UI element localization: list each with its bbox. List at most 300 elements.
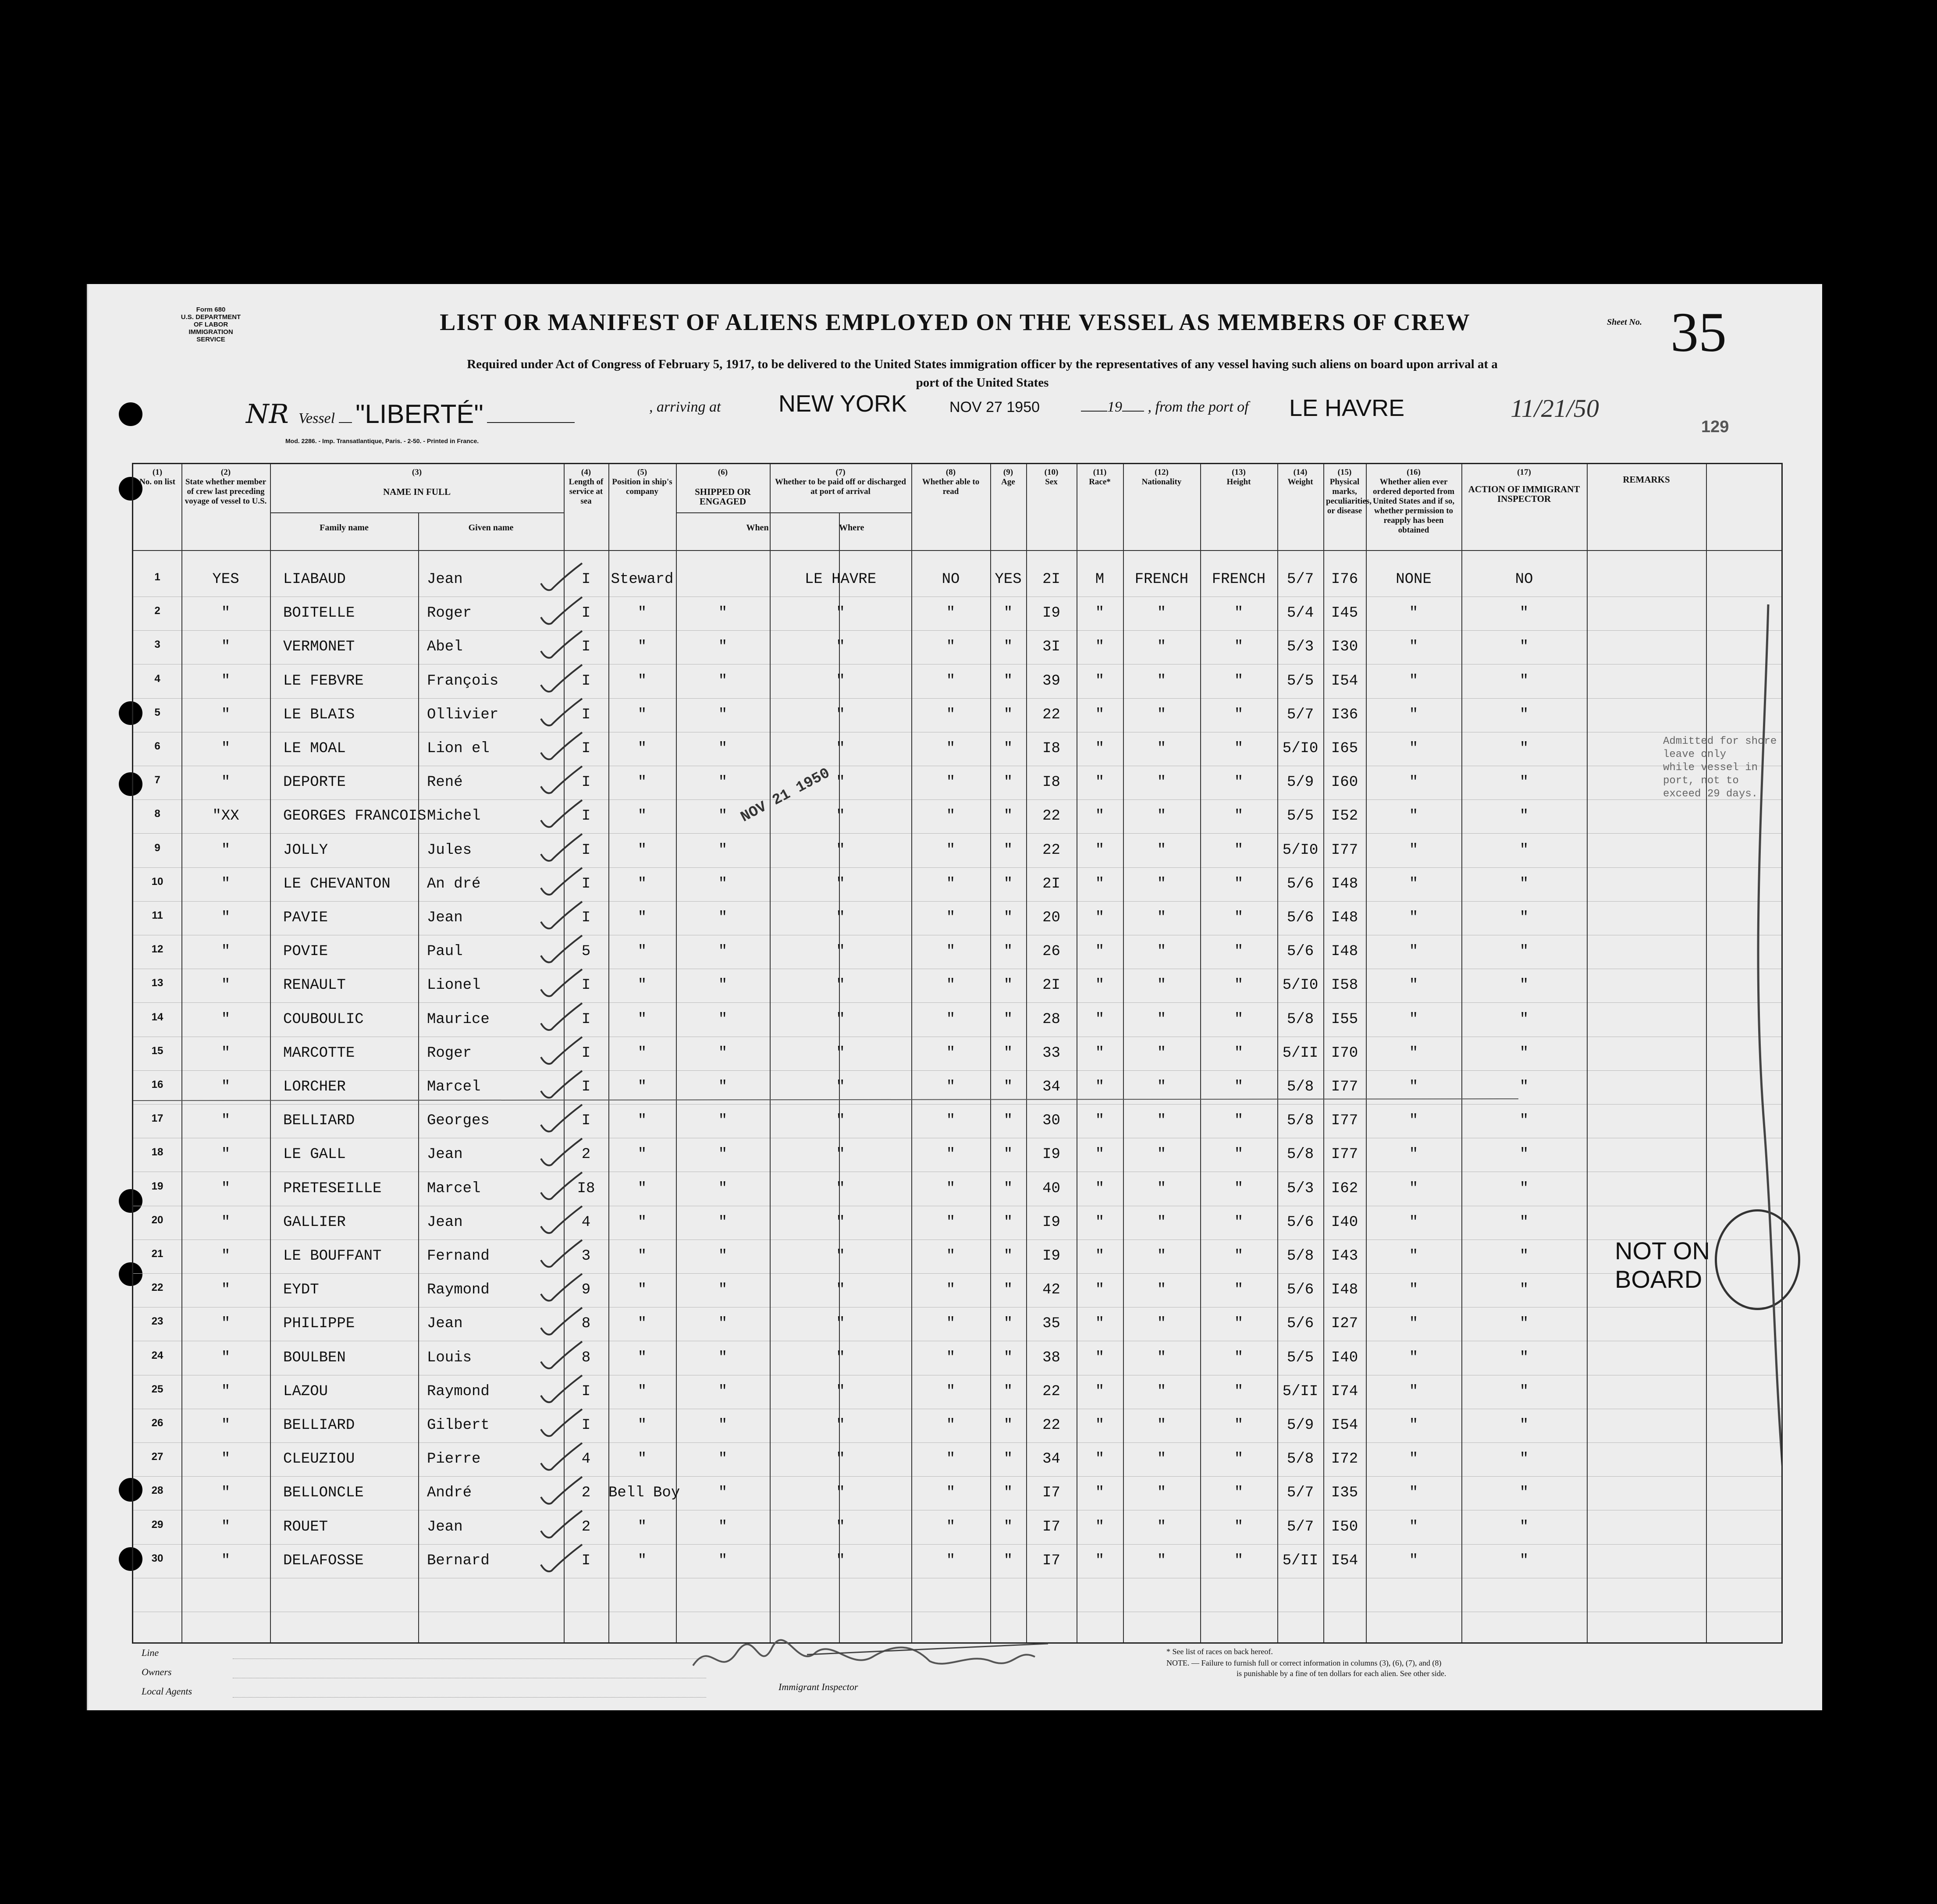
cell-svc: I — [581, 1417, 591, 1434]
cell-when: " — [718, 774, 728, 791]
cell-svc: I — [581, 1079, 591, 1095]
column-label: Nationality — [1141, 477, 1182, 487]
cell-when: " — [718, 1315, 728, 1332]
cell-read: " — [1003, 1248, 1013, 1265]
cell-marks: " — [1409, 1417, 1418, 1434]
cell-wt: I77 — [1331, 842, 1358, 859]
cell-read: " — [1003, 706, 1013, 723]
cell-given: Georges — [427, 1112, 490, 1130]
cell-svc: 4 — [581, 1214, 591, 1231]
cell-read: " — [1003, 1180, 1013, 1197]
cell-sex: " — [1095, 909, 1105, 926]
cell-where: " — [836, 605, 845, 622]
cell-given: Bernard — [427, 1552, 490, 1569]
column-label: Whether alien ever ordered deported from United States and if so, whether permission to reapply has been obtained — [1372, 477, 1455, 535]
cell-ht: 5/8 — [1287, 1079, 1314, 1095]
form-identifier: Form 680 U.S. DEPARTMENT OF LABOR IMMIGRATION SERVICE — [181, 306, 241, 343]
cell-pos: " — [637, 1349, 647, 1366]
cell-ht: 5/9 — [1287, 774, 1314, 791]
cell-paid: " — [946, 943, 956, 960]
cell-where: " — [836, 1044, 845, 1062]
cell-marks: " — [1409, 1315, 1418, 1332]
checkmark-icon — [541, 1003, 582, 1030]
cell-paid: " — [946, 774, 956, 791]
cell-sex: " — [1095, 1383, 1105, 1400]
cell-age: 28 — [1042, 1011, 1060, 1028]
cell-age: I9 — [1042, 1214, 1060, 1231]
cell-paid: " — [946, 909, 956, 926]
cell-paid: " — [946, 1079, 956, 1095]
cell-wt: I36 — [1331, 706, 1358, 723]
cell-svc: I — [581, 1112, 591, 1130]
cell-nat: " — [1234, 842, 1244, 859]
cell-when: " — [718, 842, 728, 859]
handwritten-date: 11/21/50 — [1511, 394, 1599, 423]
cell-given: Pierre — [427, 1451, 481, 1468]
column-number: (13) — [1232, 468, 1246, 477]
cell-age: 22 — [1042, 706, 1060, 723]
cell-family: LE BLAIS — [283, 706, 355, 723]
cell-svc: 3 — [581, 1248, 591, 1265]
cell-race: " — [1157, 875, 1166, 892]
column-number: (6) — [718, 468, 728, 477]
cell-pos: " — [637, 706, 647, 723]
cell-family: LE MOAL — [283, 740, 346, 757]
cell-where: " — [836, 875, 845, 892]
cell-pos: " — [637, 1248, 647, 1265]
cell-when: " — [718, 706, 728, 723]
cell-marks: " — [1409, 875, 1418, 892]
cell-family: VERMONET — [283, 639, 355, 656]
strike-line-row16 — [133, 1099, 1518, 1101]
cell-read: " — [1003, 1112, 1013, 1130]
column-number: (4) — [581, 468, 591, 477]
cell-given: André — [427, 1485, 472, 1502]
cell-nat: " — [1234, 672, 1244, 689]
cell-where: " — [836, 1485, 845, 1502]
cell-paid: " — [946, 706, 956, 723]
cell-sex: " — [1095, 808, 1105, 825]
cell-svc: I — [581, 842, 591, 859]
column-label: Weight — [1287, 477, 1313, 487]
cell-sex: " — [1095, 1315, 1105, 1332]
cell-marks: " — [1409, 605, 1418, 622]
cell-family: PAVIE — [283, 909, 328, 926]
cell-nat: " — [1234, 909, 1244, 926]
cell-wt: I77 — [1331, 1079, 1358, 1095]
cell-n: 13 — [151, 977, 163, 989]
cell-prev: " — [221, 1248, 231, 1265]
cell-marks: " — [1409, 1112, 1418, 1130]
cell-ht: 5/II — [1282, 1044, 1319, 1062]
inspector-label: Immigrant Inspector — [778, 1681, 858, 1692]
cell-when: " — [718, 1485, 728, 1502]
cell-dep: " — [1519, 1485, 1529, 1502]
cell-prev: " — [221, 1383, 231, 1400]
column-number: (14) — [1293, 468, 1308, 477]
column-number: (10) — [1044, 468, 1059, 477]
cell-sex: " — [1095, 1417, 1105, 1434]
cell-pos: " — [637, 740, 647, 757]
cell-age: 3I — [1042, 639, 1060, 656]
cell-ht: 5/I0 — [1282, 842, 1319, 859]
cell-given: Jean — [427, 909, 463, 926]
cell-nat: FRENCH — [1212, 571, 1266, 588]
departure-port: LE HAVRE — [1289, 395, 1405, 421]
cell-dep: " — [1519, 1383, 1529, 1400]
cell-nat: " — [1234, 1282, 1244, 1299]
cell-sex: " — [1095, 1248, 1105, 1265]
column-label: SHIPPED OR ENGAGED — [695, 487, 751, 507]
cell-family: DELAFOSSE — [283, 1552, 364, 1569]
cell-read: " — [1003, 1214, 1013, 1231]
cell-paid: " — [946, 977, 956, 994]
document-title: LIST OR MANIFEST OF ALIENS EMPLOYED ON THE VESSEL AS MEMBERS OF CREW — [440, 309, 1471, 335]
cell-ht: 5/8 — [1287, 1248, 1314, 1265]
cell-given: Jean — [427, 571, 463, 588]
cell-dep: NO — [1515, 571, 1533, 588]
cell-marks: " — [1409, 1180, 1418, 1197]
cell-prev: " — [221, 977, 231, 994]
cell-n: 16 — [151, 1079, 163, 1091]
cell-nat: " — [1234, 706, 1244, 723]
cell-svc: I — [581, 875, 591, 892]
cell-family: BELLONCLE — [283, 1485, 364, 1502]
cell-race: " — [1157, 842, 1166, 859]
cell-dep: " — [1519, 1044, 1529, 1062]
checkmark-icon — [541, 969, 582, 996]
cell-n: 26 — [151, 1417, 163, 1429]
cell-paid: " — [946, 1518, 956, 1535]
cell-given: Jules — [427, 842, 472, 859]
column-number: (7) — [835, 468, 846, 477]
column-number: (1) — [152, 468, 163, 477]
cell-race: " — [1157, 706, 1166, 723]
cell-prev: " — [221, 706, 231, 723]
cell-read: " — [1003, 1451, 1013, 1468]
checkmark-icon — [541, 1511, 582, 1538]
cell-nat: " — [1234, 1180, 1244, 1197]
cell-paid: " — [946, 1112, 956, 1130]
cell-paid: " — [946, 1146, 956, 1163]
cell-svc: I — [581, 909, 591, 926]
cell-ht: 5/II — [1282, 1383, 1319, 1400]
cell-wt: I65 — [1331, 740, 1358, 757]
cell-prev: " — [221, 842, 231, 859]
cell-when: " — [718, 605, 728, 622]
cell-nat: " — [1234, 639, 1244, 656]
cell-wt: I55 — [1331, 1011, 1358, 1028]
cell-svc: 9 — [581, 1282, 591, 1299]
cell-paid: " — [946, 639, 956, 656]
cell-prev: " — [221, 1282, 231, 1299]
cell-sex: " — [1095, 605, 1105, 622]
cell-prev: " — [221, 1552, 231, 1569]
checkmark-icon — [541, 1172, 582, 1199]
cell-family: LE BOUFFANT — [283, 1248, 382, 1265]
column-number: (3) — [412, 468, 422, 477]
cell-sex: " — [1095, 842, 1105, 859]
cell-paid: NO — [942, 571, 960, 588]
cell-pos: " — [637, 1552, 647, 1569]
column-label: No. on list — [139, 477, 175, 487]
checkmark-icon — [541, 1342, 582, 1368]
column-number: (12) — [1155, 468, 1169, 477]
cell-race: " — [1157, 1180, 1166, 1197]
cell-age: 22 — [1042, 842, 1060, 859]
column-number: (11) — [1093, 468, 1107, 477]
manifest-sheet — [87, 284, 1822, 1710]
column-label: REMARKS — [1623, 474, 1670, 485]
cell-paid: " — [946, 1349, 956, 1366]
cell-age: I8 — [1042, 740, 1060, 757]
cell-prev: " — [221, 1485, 231, 1502]
cell-given: Gilbert — [427, 1417, 490, 1434]
cell-wt: I54 — [1331, 672, 1358, 689]
cell-given: Jean — [427, 1214, 463, 1231]
cell-family: LE CHEVANTON — [283, 875, 391, 892]
cell-race: " — [1157, 1451, 1166, 1468]
cell-pos: " — [637, 1112, 647, 1130]
cell-wt: I77 — [1331, 1112, 1358, 1130]
cell-wt: I70 — [1331, 1044, 1358, 1062]
cell-n: 17 — [151, 1112, 163, 1125]
cell-paid: " — [946, 1214, 956, 1231]
cell-marks: " — [1409, 1044, 1418, 1062]
cell-age: 30 — [1042, 1112, 1060, 1130]
cell-dep: " — [1519, 943, 1529, 960]
cell-prev: " — [221, 875, 231, 892]
cell-marks: " — [1409, 943, 1418, 960]
cell-age: I7 — [1042, 1518, 1060, 1535]
cell-age: 22 — [1042, 1417, 1060, 1434]
cell-age: 39 — [1042, 672, 1060, 689]
cell-pos: " — [637, 1180, 647, 1197]
cell-dep: " — [1519, 774, 1529, 791]
cell-wt: I50 — [1331, 1518, 1358, 1535]
cell-nat: " — [1234, 1417, 1244, 1434]
cell-prev: " — [221, 909, 231, 926]
cell-given: Jean — [427, 1518, 463, 1535]
cell-pos: Steward — [611, 571, 674, 588]
date-stamp: NOV 21 1950 — [738, 765, 833, 826]
cell-marks: " — [1409, 1451, 1418, 1468]
cell-family: COUBOULIC — [283, 1011, 364, 1028]
cell-nat: " — [1234, 1248, 1244, 1265]
cell-prev: " — [221, 1011, 231, 1028]
cell-ht: 5/I0 — [1282, 977, 1319, 994]
cell-n: 19 — [151, 1180, 163, 1192]
cell-marks: " — [1409, 977, 1418, 994]
column-number: (17) — [1517, 468, 1531, 477]
cell-paid: " — [946, 1315, 956, 1332]
cell-nat: " — [1234, 605, 1244, 622]
cell-n: 4 — [154, 672, 160, 685]
checkmark-icon — [541, 1443, 582, 1470]
cell-n: 2 — [154, 605, 160, 617]
cell-ht: 5/3 — [1287, 1180, 1314, 1197]
cell-marks: " — [1409, 842, 1418, 859]
cell-prev: " — [221, 1349, 231, 1366]
cell-where: " — [836, 774, 845, 791]
cell-pos: " — [637, 1214, 647, 1231]
cell-pos: " — [637, 1315, 647, 1332]
cell-dep: " — [1519, 977, 1529, 994]
cell-when: " — [718, 1112, 728, 1130]
remarks-bracket-line — [1758, 604, 1781, 1626]
cell-nat: " — [1234, 1349, 1244, 1366]
cell-ht: 5/I0 — [1282, 740, 1319, 757]
cell-dep: " — [1519, 672, 1529, 689]
cell-sex: " — [1095, 1079, 1105, 1095]
cell-where: " — [836, 1180, 845, 1197]
cell-where: " — [836, 1518, 845, 1535]
cell-sex: " — [1095, 943, 1105, 960]
cell-wt: I48 — [1331, 1282, 1358, 1299]
cell-race: " — [1157, 740, 1166, 757]
cell-marks: " — [1409, 1552, 1418, 1569]
cell-race: " — [1157, 1146, 1166, 1163]
cell-pos: " — [637, 943, 647, 960]
cell-where: " — [836, 977, 845, 994]
cell-age: 35 — [1042, 1315, 1060, 1332]
cell-race: " — [1157, 1383, 1166, 1400]
cell-given: Louis — [427, 1349, 472, 1366]
cell-wt: I54 — [1331, 1417, 1358, 1434]
cell-nat: " — [1234, 1146, 1244, 1163]
cell-nat: " — [1234, 1011, 1244, 1028]
cell-sex: " — [1095, 1552, 1105, 1569]
cell-nat: " — [1234, 1214, 1244, 1231]
cell-sex: " — [1095, 977, 1105, 994]
cell-age: I9 — [1042, 605, 1060, 622]
cell-sex: " — [1095, 1044, 1105, 1062]
cell-n: 3 — [154, 639, 160, 651]
cell-read: " — [1003, 1079, 1013, 1095]
cell-nat: " — [1234, 1518, 1244, 1535]
cell-given: An dré — [427, 875, 481, 892]
cell-ht: 5/5 — [1287, 672, 1314, 689]
cell-when: " — [718, 740, 728, 757]
cell-n: 11 — [152, 909, 163, 921]
cell-when: " — [718, 1451, 728, 1468]
cell-pos: " — [637, 1417, 647, 1434]
cell-age: I9 — [1042, 1248, 1060, 1265]
cell-svc: I — [581, 571, 591, 588]
cell-given: Abel — [427, 639, 463, 656]
column-label: Whether to be paid off or discharged at port of arrival — [775, 477, 906, 496]
cell-where: " — [836, 842, 845, 859]
cell-family: GALLIER — [283, 1214, 346, 1231]
cell-family: LIABAUD — [283, 571, 346, 588]
cell-dep: " — [1519, 1451, 1529, 1468]
cell-prev: "XX — [212, 808, 239, 825]
checkmark-icon — [541, 1240, 582, 1267]
cell-given: Raymond — [427, 1282, 490, 1299]
cell-ht: 5/6 — [1287, 943, 1314, 960]
cell-race: " — [1157, 1044, 1166, 1062]
requirement-text: Required under Act of Congress of February 5, 1917, to be delivered to the United States immigration officer by the representatives of any vessel having such aliens on board upon arrival at a port of the United States — [467, 357, 1498, 390]
cell-marks: " — [1409, 1485, 1418, 1502]
cell-prev: " — [221, 1417, 231, 1434]
cell-given: Roger — [427, 605, 472, 622]
cell-given: Ollivier — [427, 706, 499, 723]
checkmark-icon — [541, 1375, 582, 1402]
cell-nat: " — [1234, 1485, 1244, 1502]
cell-nat: " — [1234, 740, 1244, 757]
column-number: (16) — [1407, 468, 1421, 477]
page-stamp: 129 — [1701, 418, 1729, 436]
checkmark-icon — [541, 902, 582, 928]
cell-wt: I54 — [1331, 1552, 1358, 1569]
vessel-initials: NR — [246, 399, 289, 430]
checkmark-icon — [541, 631, 582, 657]
cell-paid: " — [946, 1417, 956, 1434]
cell-race: " — [1157, 1417, 1166, 1434]
cell-prev: " — [221, 1146, 231, 1163]
cell-age: I7 — [1042, 1552, 1060, 1569]
cell-where: " — [836, 1417, 845, 1434]
cell-where: " — [836, 740, 845, 757]
cell-race: " — [1157, 1552, 1166, 1569]
cell-n: 15 — [151, 1044, 163, 1057]
checkmark-icon — [541, 1409, 582, 1436]
cell-wt: I72 — [1331, 1451, 1358, 1468]
column-label: Age — [1001, 477, 1015, 487]
footer-agents-label: Local Agents — [142, 1686, 192, 1697]
cell-wt: I52 — [1331, 808, 1358, 825]
cell-family: RENAULT — [283, 977, 346, 994]
cell-svc: I — [581, 605, 591, 622]
cell-read: " — [1003, 1518, 1013, 1535]
cell-dep: " — [1519, 740, 1529, 757]
cell-n: 29 — [151, 1518, 163, 1531]
cell-n: 10 — [151, 875, 163, 888]
column-number: (9) — [1003, 468, 1013, 477]
cell-family: LORCHER — [283, 1079, 346, 1095]
cell-read: " — [1003, 808, 1013, 825]
checkmark-icon — [541, 868, 582, 895]
cell-pos: " — [637, 1383, 647, 1400]
cell-prev: " — [221, 1112, 231, 1130]
cell-ht: 5/8 — [1287, 1146, 1314, 1163]
cell-wt: I40 — [1331, 1349, 1358, 1366]
cell-race: " — [1157, 672, 1166, 689]
cell-prev: " — [221, 1315, 231, 1332]
cell-paid: " — [946, 808, 956, 825]
cell-prev: " — [221, 1214, 231, 1231]
cell-ht: 5/6 — [1287, 1282, 1314, 1299]
penalty-note-1: NOTE. — Failure to furnish full or correct information in columns (3), (6), (7), and (8) — [1166, 1659, 1442, 1667]
cell-sex: " — [1095, 639, 1105, 656]
cell-dep: " — [1519, 1146, 1529, 1163]
checkmark-icon — [541, 766, 582, 793]
column-label: Whether able to read — [922, 477, 980, 496]
cell-read: " — [1003, 1146, 1013, 1163]
cell-sex: " — [1095, 1180, 1105, 1197]
cell-age: 26 — [1042, 943, 1060, 960]
cell-race: " — [1157, 1214, 1166, 1231]
checkmark-icon — [541, 1071, 582, 1098]
footer-line-label: Line — [142, 1647, 159, 1658]
cell-pos: " — [637, 875, 647, 892]
cell-marks: " — [1409, 639, 1418, 656]
cell-age: 2I — [1042, 875, 1060, 892]
cell-ht: 5/7 — [1287, 571, 1314, 588]
cell-family: JOLLY — [283, 842, 328, 859]
cell-where: " — [836, 672, 845, 689]
cell-ht: 5/8 — [1287, 1011, 1314, 1028]
